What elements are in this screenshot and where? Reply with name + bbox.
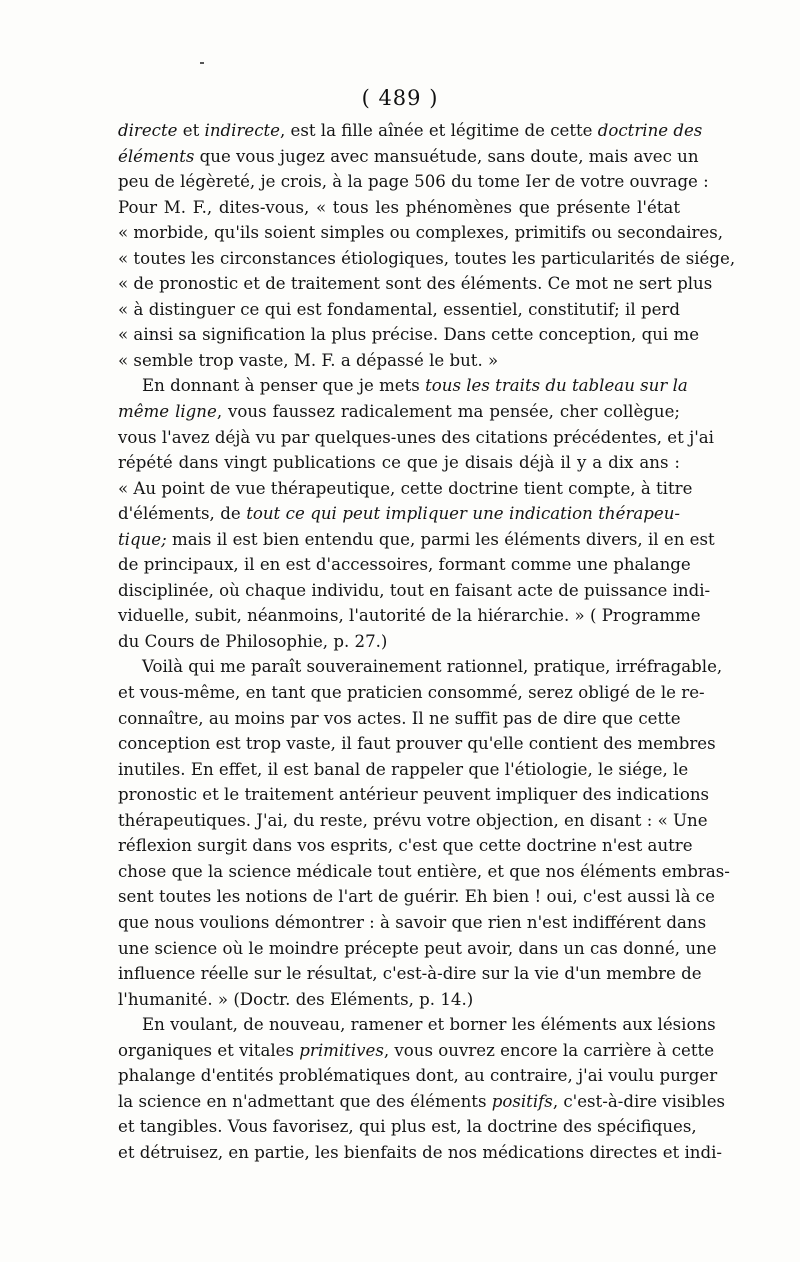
text-line (118, 1140, 723, 1166)
italic-text: même ligne (118, 402, 217, 422)
text-span: et détruisez, en partie, les bienfaits de nos médications directes et indi- (118, 1142, 723, 1162)
text-line (118, 348, 680, 374)
text-line (118, 144, 699, 170)
text-line (118, 833, 693, 859)
text-span: et vous-même, en tant que praticien consommé, serez obligé de le re- (118, 683, 705, 703)
text-span: conception est trop vaste, il faut prouver qu'elle contient des membres (118, 734, 716, 754)
text-span: « de pronostic et de traitement sont des éléments. Ce mot ne sert plus (118, 274, 713, 294)
text-span: et tangibles. Vous favorisez, qui plus est, la doctrine des spécifiques, (118, 1117, 697, 1137)
text-span: que vous jugez avec mansuétude, sans doute, mais avec un (194, 146, 699, 166)
text-line (118, 476, 693, 502)
text-line (118, 399, 680, 425)
text-line (118, 118, 703, 144)
text-line (118, 271, 713, 297)
text-span: « ainsi sa signification la plus précise. Dans cette conception, qui me (118, 325, 700, 345)
text-span: « toutes les circonstances étiologiques, toutes les particularités de siége, (118, 248, 736, 268)
text-line (118, 169, 709, 195)
text-span: En voulant, de nouveau, ramener et borner les éléments aux lésions (142, 1015, 716, 1035)
text-span: phalange d'entités problématiques dont, au contraire, j'ai voulu purger (118, 1066, 718, 1086)
text-line (118, 1114, 697, 1140)
text-span: une science où le moindre précepte peut avoir, dans un cas donné, une (118, 938, 717, 958)
text-line (118, 782, 710, 808)
text-line (118, 680, 705, 706)
italic-text: tout ce qui peut impliquer une indication thérapeu- (246, 504, 681, 524)
italic-text: éléments (118, 146, 195, 166)
text-line (118, 195, 680, 221)
text-span: mais il est bien entendu que, parmi les éléments divers, il en est (166, 529, 715, 549)
italic-text: primitives (299, 1040, 384, 1060)
text-line (118, 987, 680, 1013)
text-span: d'éléments, de (118, 504, 247, 524)
text-span: organiques et vitales (118, 1040, 300, 1060)
text-line (118, 859, 730, 885)
text-span: l'humanité. » (Doctr. des Eléments, p. 14.) (118, 989, 474, 1009)
text-span: Voilà qui me paraît souverainement rationnel, pratique, irréfragable, (142, 657, 723, 677)
text-line (118, 603, 701, 629)
text-line (118, 1038, 715, 1064)
text-line (118, 884, 715, 910)
text-line (118, 961, 702, 987)
text-span: peu de légèreté, je crois, à la page 506 du tome Ier de votre ouvrage : (118, 172, 709, 192)
italic-text: doctrine des (597, 121, 703, 140)
text-line (118, 731, 716, 757)
italic-text: positifs (491, 1091, 553, 1111)
text-span: pronostic et le traitement antérieur peuvent impliquer des indications (118, 785, 710, 805)
text-span: répété dans vingt publications ce que je disais déjà il y a dix ans : (118, 453, 680, 473)
text-span: inutiles. En effet, il est banal de rappeler que l'étiologie, le siége, le (118, 759, 689, 779)
text-span: vous l'avez déjà vu par quelques-unes des citations précédentes, et j'ai (118, 427, 714, 447)
italic-text: tique; (118, 529, 167, 549)
text-span: chose que la science médicale tout entière, et que nos éléments embras- (118, 861, 730, 881)
text-span: « Au point de vue thérapeutique, cette doctrine tient compte, à titre (118, 478, 693, 498)
text-span: thérapeutiques. J'ai, du reste, prévu votre objection, en disant : « Une (118, 810, 708, 830)
text-span: disciplinée, où chaque individu, tout en faisant acte de puissance indi- (118, 580, 711, 600)
text-span: de principaux, il en est d'accessoires, formant comme une phalange (118, 555, 691, 575)
body-text (118, 118, 736, 1165)
text-span: « semble trop vaste, M. F. a dépassé le but. » (118, 350, 499, 370)
text-span: influence réelle sur le résultat, c'est-à-dire sur la vie d'un membre de (118, 964, 702, 984)
text-line (118, 501, 680, 527)
text-span: Pour M. F., dites-vous, « tous les phénomènes que présente l'état (118, 197, 680, 217)
text-line (118, 527, 715, 553)
text-line (118, 654, 723, 680)
italic-text: indirecte (204, 121, 280, 140)
text-line (118, 220, 724, 246)
text-line (118, 808, 708, 834)
text-line (118, 757, 689, 783)
text-line (118, 425, 714, 451)
text-span: du Cours de Philosophie, p. 27.) (118, 631, 388, 651)
text-span: sent toutes les notions de l'art de guérir. Eh bien ! oui, c'est aussi là ce (118, 887, 715, 907)
ink-speck (200, 62, 204, 64)
text-line (118, 910, 707, 936)
text-span: que nous voulions démontrer : à savoir que rien n'est indifférent dans (118, 912, 707, 932)
text-line (118, 936, 717, 962)
text-line (118, 322, 700, 348)
text-span: viduelle, subit, néanmoins, l'autorité de la hiérarchie. » ( Programme (118, 606, 701, 626)
italic-text: tous les traits du tableau sur la (425, 376, 688, 396)
text-line (118, 1012, 716, 1038)
text-line (118, 297, 680, 323)
italic-text: directe (118, 121, 178, 140)
text-span: connaître, au moins par vos actes. Il ne suffit pas de dire que cette (118, 708, 681, 728)
text-span: réflexion surgit dans vos esprits, c'est que cette doctrine n'est autre (118, 836, 693, 856)
text-span: , c'est-à-dire visibles (552, 1091, 726, 1111)
text-span: « morbide, qu'ils soient simples ou complexes, primitifs ou secondaires, (118, 223, 724, 243)
text-line (118, 373, 688, 399)
text-line (118, 552, 691, 578)
text-span: , vous ouvrez encore la carrière à cette (383, 1040, 715, 1060)
text-span: En donnant à penser que je mets (142, 376, 426, 396)
text-span: , vous faussez radicalement ma pensée, cher collègue; (216, 402, 680, 422)
text-span: « à distinguer ce qui est fondamental, essentiel, constitutif; il perd (118, 299, 680, 319)
text-line (118, 629, 680, 655)
text-line (118, 706, 680, 732)
text-line (118, 450, 680, 476)
text-span: et (177, 121, 205, 140)
text-line (118, 246, 736, 272)
page-number: ( 489 ) (361, 86, 439, 110)
text-line (118, 1089, 726, 1115)
text-span: , est la fille aînée et légitime de cette (279, 121, 598, 140)
text-line (118, 578, 711, 604)
text-line (118, 1063, 718, 1089)
text-span: la science en n'admettant que des éléments (118, 1091, 492, 1111)
